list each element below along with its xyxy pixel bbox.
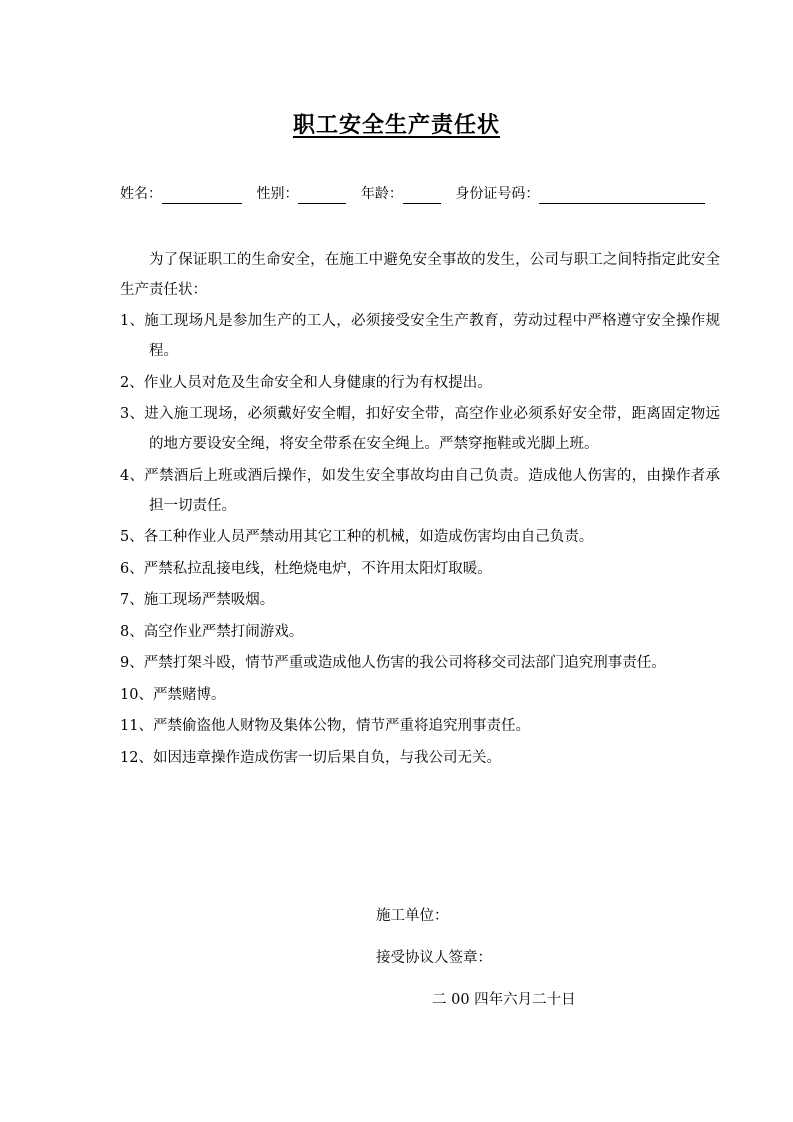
rule-item: 8、高空作业严禁打闹游戏。 [120,623,304,640]
id-number-label: 身份证号码： [455,186,540,202]
rule-item: 5、各工种作业人员严禁动用其它工种的机械，如造成伤害均由自己负责。 [120,529,594,545]
document-date: 二 00 四年六月二十日 [432,992,576,1008]
gender-blank [298,187,346,204]
rule-item: 3、进入施工现场，必须戴好安全帽，扣好安全带，高空作业必须系好安全带，距离固定物远的地方要设安全绳，将安全带系在安全绳上。严禁穿拖鞋或光脚上班。 [120,406,720,452]
rule-item: 2、作业人员对危及生命安全和人身健康的行为有权提出。 [120,374,492,391]
intro-paragraph: 为了保证职工的生命安全，在施工中避免安全事故的发生，公司与职工之间特指定此安全生产责任状： [120,252,720,298]
construction-unit-label: 施工单位： [376,908,449,924]
rule-item: 12、如因违章操作造成伤害一切后果自负，与我公司无关。 [120,749,501,766]
rule-item: 6、严禁私拉乱接电线，杜绝烧电炉，不许用太阳灯取暖。 [120,560,492,577]
rule-item: 7、施工现场严禁吸烟。 [120,592,275,608]
rules-list [120,306,720,774]
id-number-blank [539,187,705,204]
rule-item: 11、严禁偷盗他人财物及集体公物，情节严重将追究刑事责任。 [120,718,530,734]
gender-label: 性别： [256,186,299,202]
age-blank [403,187,441,204]
signer-label: 接受协议人签章： [376,950,492,966]
age-label: 年龄： [360,186,403,202]
rule-item: 10、严禁赌博。 [120,686,226,703]
name-label: 姓名： [120,186,162,202]
personal-info-fields [120,184,720,204]
rule-item: 4、严禁酒后上班或酒后操作，如发生安全事故均由自己负责。造成他人伤害的，由操作者承担一切责任。 [120,467,720,514]
name-blank [162,187,242,204]
document-title: 职工安全生产责任状 [292,112,500,138]
rule-item: 9、严禁打架斗殴，情节严重或造成他人伤害的我公司将移交司法部门追究刑事责任。 [120,655,666,671]
rule-item: 1、施工现场凡是参加生产的工人，必须接受安全生产教育，劳动过程中严格遵守安全操作规程。 [120,313,720,359]
